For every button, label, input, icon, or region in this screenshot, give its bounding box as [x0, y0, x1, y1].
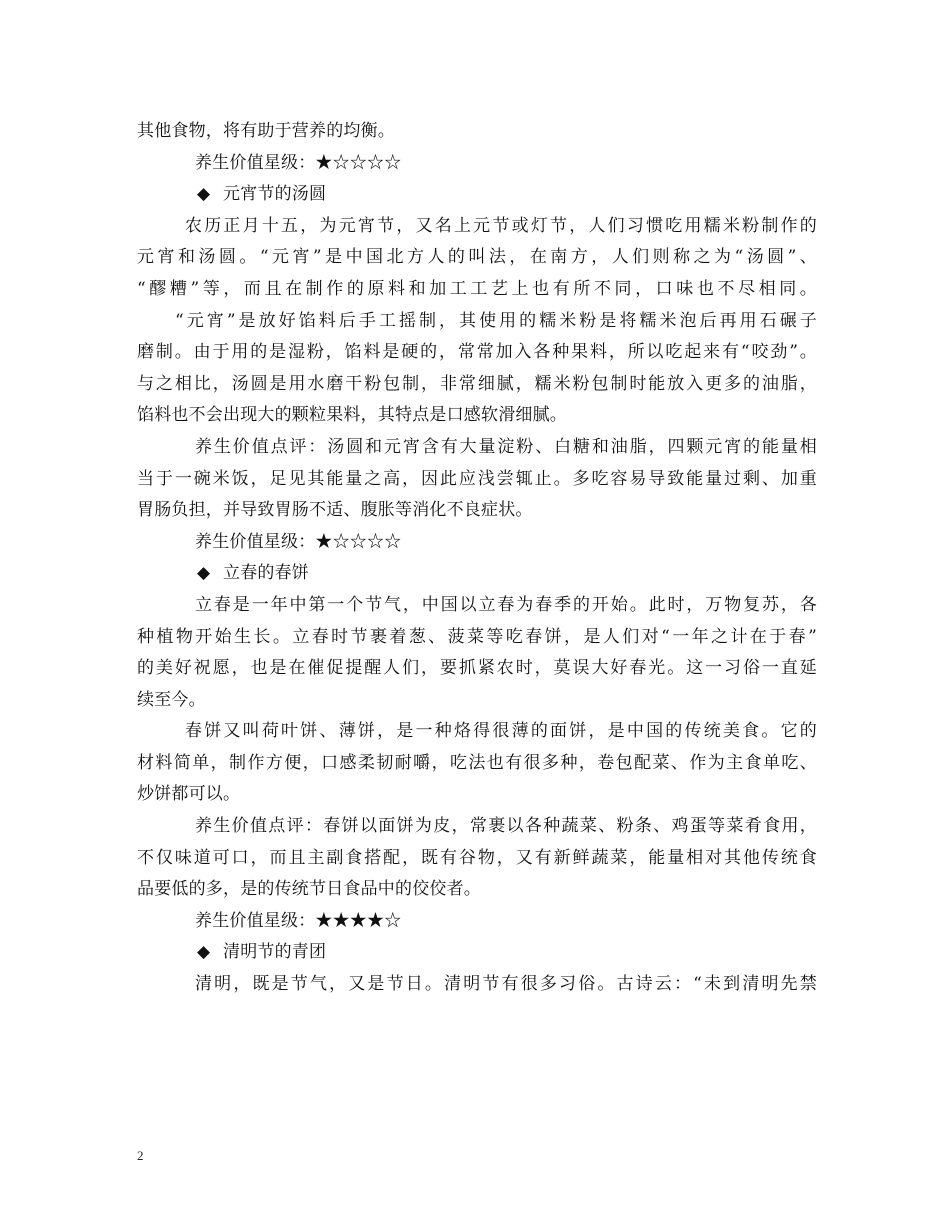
section-heading-qingming — [137, 937, 817, 969]
review-line: 养生价值点评：春饼以面饼为皮，常裹以各种蔬菜、粉条、鸡蛋等菜肴食用， — [195, 816, 817, 837]
section-heading-lantern-festival — [137, 179, 817, 211]
page-number: 2 — [137, 1148, 144, 1163]
document-body — [137, 116, 817, 1001]
section-heading-text: 清明节的青团 — [223, 942, 327, 963]
body-line: 品要低的多，是的传统节日食品中的佼佼者。 — [137, 879, 481, 900]
body-line: 胃肠负担，并导致胃肠不适、腹胀等消化不良症状。 — [137, 500, 533, 521]
body-line: 馅料也不会出现大的颗粒果料，其特点是口感软滑细腻。 — [137, 405, 567, 426]
body-line: 续至今。 — [137, 689, 206, 710]
section-heading-text: 元宵节的汤圆 — [223, 184, 327, 205]
body-line: 与之相比，汤圆是用水磨干粉包制，非常细腻，糯米粉包制时能放入更多的油脂， — [137, 373, 817, 394]
body-line: 磨制。由于用的是湿粉，馅料是硬的，常常加入各种果料，所以吃起来有“咬劲”。 — [137, 342, 817, 363]
body-line: 立春是一年中第一个节气，中国以立春为春季的开始。此时，万物复苏，各 — [195, 594, 817, 615]
section-heading-text: 立春的春饼 — [223, 563, 309, 584]
body-line: 元宵和汤圆。“元宵”是中国北方人的叫法，在南方，人们则称之为“汤圆”、 — [137, 247, 817, 268]
diamond-bullet-icon: ◆ — [197, 942, 211, 963]
review-line: 养生价值点评：汤圆和元宵含有大量淀粉、白糖和油脂，四颗元宵的能量相 — [195, 436, 817, 457]
body-line: 清明，既是节气，又是节日。清明节有很多习俗。古诗云：“未到清明先禁 — [195, 974, 817, 995]
rating-line: 养生价值星级：★☆☆☆☆ — [195, 152, 402, 173]
section-heading-spring-begins — [137, 558, 817, 590]
body-line: “醪糟”等，而且在制作的原料和加工工艺上也有所不同，口味也不尽相同。 — [137, 278, 817, 299]
body-line: 材料简单，制作方便，口感柔韧耐嚼，吃法也有很多种，卷包配菜、作为主食单吃、 — [137, 752, 817, 773]
rating-line: 养生价值星级：★★★★☆ — [195, 910, 402, 931]
body-line: 农历正月十五，为元宵节，又名上元节或灯节，人们习惯吃用糯米粉制作的 — [185, 215, 817, 236]
body-line: 春饼又叫荷叶饼、薄饼，是一种烙得很薄的面饼，是中国的传统美食。它的 — [185, 721, 817, 742]
diamond-bullet-icon: ◆ — [197, 184, 211, 205]
body-line: 种植物开始生长。立春时节裹着葱、菠菜等吃春饼，是人们对“一年之计在于春” — [137, 626, 817, 647]
body-line: 不仅味道可口，而且主副食搭配，既有谷物，又有新鲜蔬菜，能量相对其他传统食 — [137, 847, 817, 868]
body-line: 当于一碗米饭，足见其能量之高，因此应浅尝辄止。多吃容易导致能量过剩、加重 — [137, 468, 817, 489]
rating-line: 养生价值星级：★☆☆☆☆ — [195, 531, 402, 552]
body-line: 炒饼都可以。 — [137, 784, 241, 805]
body-line: “元宵”是放好馅料后手工摇制，其使用的糯米粉是将糯米泡后再用石碾子 — [175, 310, 817, 331]
diamond-bullet-icon: ◆ — [197, 563, 211, 584]
body-line: 其他食物，将有助于营养的均衡。 — [137, 121, 395, 141]
body-line: 的美好祝愿，也是在催促提醒人们，要抓紧农时，莫误大好春光。这一习俗一直延 — [137, 658, 817, 679]
